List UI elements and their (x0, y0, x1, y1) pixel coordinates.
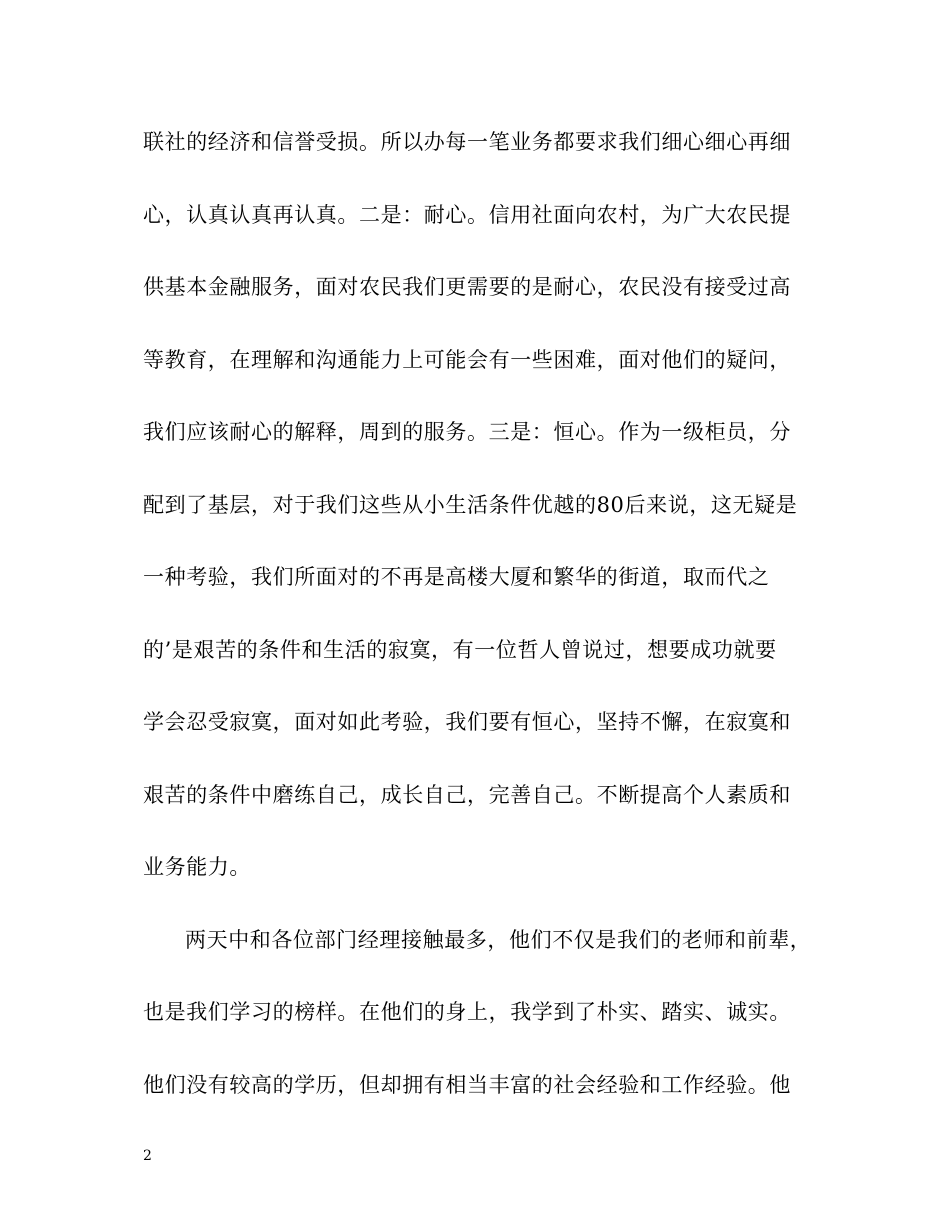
text-line: 业务能力。 (143, 855, 251, 879)
text-line: 配到了基层，对于我们这些从小生活条件优越的80后来说，这无疑是 (143, 492, 798, 517)
body-text (143, 122, 813, 1137)
text-line: 心，认真认真再认真。二是：耐心。信用社面向农村，为广大农民提 (143, 202, 791, 227)
text-line: 的’是艰苦的条件和生活的寂寞，有一位哲人曾说过，想要成功就要 (143, 637, 777, 662)
text-line: 等教育，在理解和沟通能力上可能会有一些困难，面对他们的疑问， (143, 347, 791, 372)
text-line: 他们没有较高的学历，但却拥有相当丰富的社会经验和工作经验。他 (143, 1072, 791, 1097)
text-line: 一种考验，我们所面对的不再是高楼大厦和繁华的街道，取而代之 (143, 565, 770, 589)
text-line: 也是我们学习的榜样。在他们的身上，我学到了朴实、踏实、诚实。 (143, 1000, 791, 1024)
paragraph-first-line: 两天中和各位部门经理接触最多，他们不仅是我们的老师和前辈， (185, 927, 812, 952)
text-line: 联社的经济和信誉受损。所以办每一笔业务都要求我们细心细心再细 (143, 130, 791, 154)
text-line: 学会忍受寂寞，面对如此考验，我们要有恒心，坚持不懈，在寂寞和 (143, 710, 791, 734)
text-line: 我们应该耐心的解释，周到的服务。三是：恒心。作为一级柜员，分 (143, 420, 791, 444)
page-number: 2 (143, 1148, 152, 1164)
text-line: 艰苦的条件中磨练自己，成长自己，完善自己。不断提高个人素质和 (143, 782, 791, 807)
text-line: 供基本金融服务，面对农民我们更需要的是耐心，农民没有接受过高 (143, 275, 791, 299)
